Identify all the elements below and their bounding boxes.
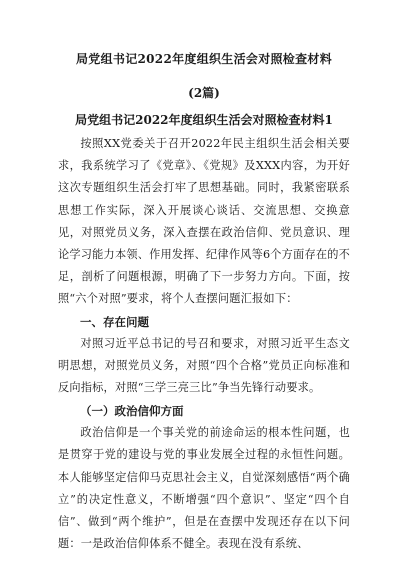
heading-existing-problems: 一、存在问题 [80,314,149,329]
intro-paragraph: 按照XX党委关于召开2022年民主组织生活会相关要求，我系统学习了《党章》、《党规》及XXX内容，为开好这次专题组织生活会打牢了思想基础。同时，我紧密联系思想工作实际，深入开展谈心谈话、交流思想、交换意见，对照党员义务，深入查摆在政治信仰、党员意识、理论学习能力本领、作用发挥、纪律作风等6个方面存在的不足，剖析了问题根源，明确了下一步努力方向。下面，按照“六个对照”要求，将个人查摆问题汇报如下： [58,137,351,306]
political-belief-paragraph: 政治信仰是一个事关党的前途命运的根本性问题，也是贯穿于党的建设与党的事业发展全过程的永恒性问题。本人能够坚定信仰马克思社会主义，自觉深刻感悟“两个确立”的决定性意义，不断增强“四个意识”、坚定“四个自信”、做到“两个维护”，但是在查摆中发现还存在以下问题：一是政治信仰体系不健全。表现在没有系统、 [58,426,350,551]
document-title: 局党组书记2022年度组织生活会对照检查材料 [76,52,332,66]
section-title: 局党组书记2022年度组织生活会对照检查材料1 [75,113,333,127]
comparison-paragraph: 对照习近平总书记的号召和要求，对照习近平生态文明思想，对照党员义务，对照“四个合格”党员正向标准和反向指标，对照“三学三亮三比”争当先锋行动要求。 [58,336,350,395]
heading-political-belief: （一）政治信仰方面 [80,404,184,419]
document-count: (2篇) [188,86,220,100]
